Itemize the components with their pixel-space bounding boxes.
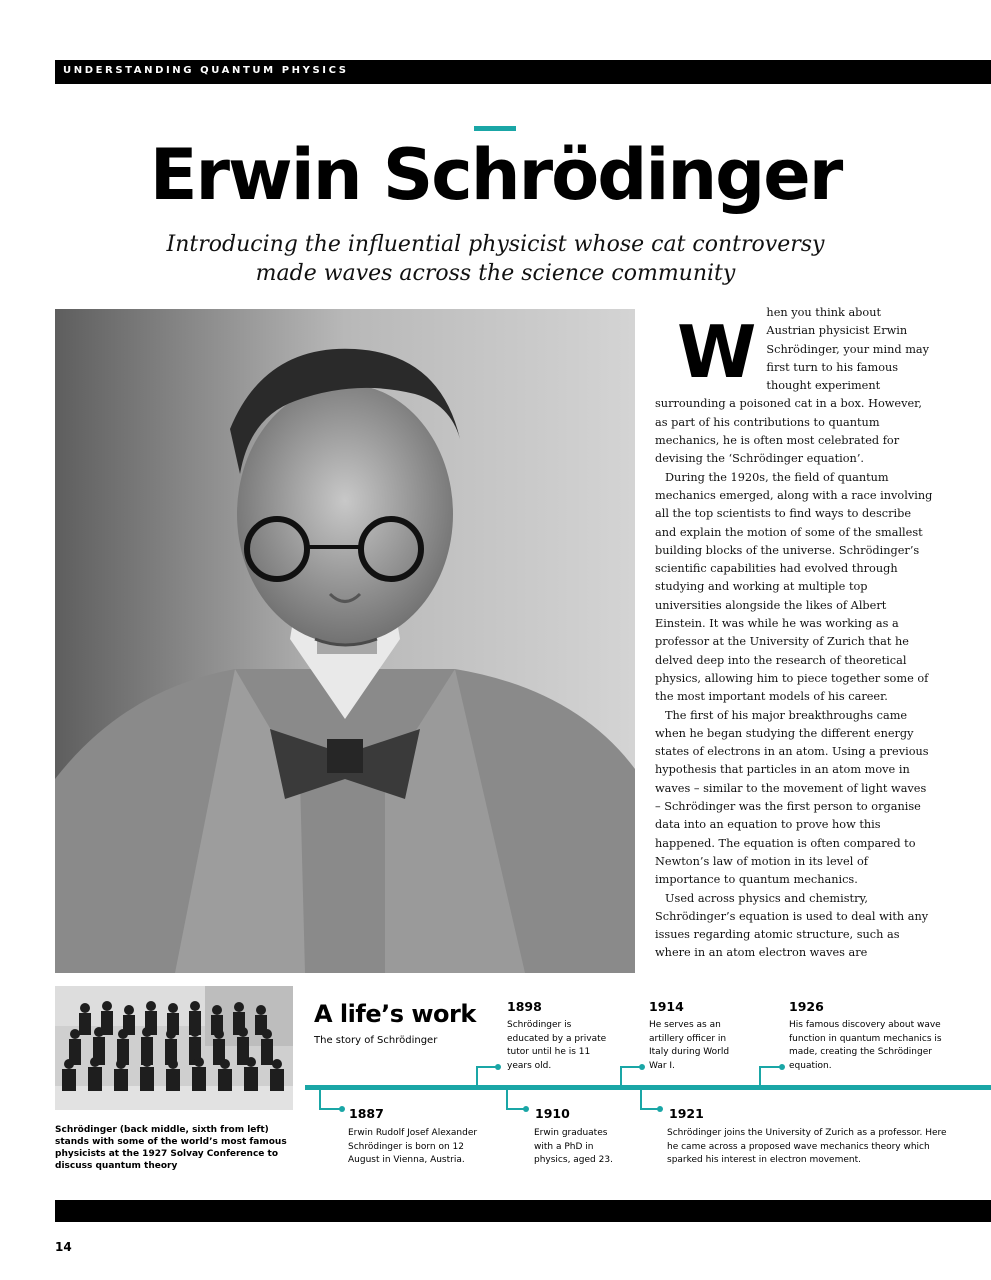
timeline-connector [476, 1067, 478, 1085]
timeline-event-text: Erwin Rudolf Josef Alexander Schrödinger is born on 12 August in Vienna, Austria. [348, 1128, 478, 1165]
timeline-marker [339, 1106, 345, 1112]
timeline-marker [495, 1064, 501, 1070]
timeline-year: 1898 [507, 999, 542, 1014]
page-subtitle: Introducing the influential physicist whose cat controversy made waves across the science community [166, 232, 825, 286]
timeline-connector [319, 1090, 321, 1109]
timeline-marker [657, 1106, 663, 1112]
timeline-connector [759, 1066, 781, 1068]
footer-bar [55, 1200, 991, 1222]
timeline-connector [759, 1067, 761, 1085]
title-accent-dash [474, 126, 516, 131]
timeline-marker [523, 1106, 529, 1112]
timeline-marker [639, 1064, 645, 1070]
section-header-bar [55, 60, 991, 84]
timeline-connector [319, 1108, 341, 1110]
timeline-marker [779, 1064, 785, 1070]
timeline-connector [476, 1066, 497, 1068]
article-paragraph: The first of his major breakthroughs came when he began studying the different energy states of electrons in an atom. Using a previous hypothesis that particles in an atom move in waves – similar to the movement of light waves – Schrödinger was the first person to organise data into an equation to prove how this happened. The equation is often compared to Newton’s law of motion in its level of importance to quantum mechanics. [655, 708, 929, 887]
portrait-photo [55, 309, 635, 973]
drop-cap: W [677, 310, 757, 394]
timeline-year: 1921 [669, 1106, 704, 1121]
photo-caption: Schrödinger (back middle, sixth from left) stands with some of the world’s most famous physicists at the 1927 Solvay Conference to discuss quantum theory [55, 1125, 287, 1171]
timeline-subheading: The story of Schrödinger [314, 1035, 438, 1046]
timeline-event-text: Schrödinger is educated by a private tutor until he is 11 years old. [507, 1020, 607, 1071]
timeline-year: 1910 [535, 1106, 570, 1121]
timeline-event-text: He serves as an artillery officer in Italy during World War I. [649, 1020, 730, 1071]
timeline-event-text: Erwin graduates with a PhD in physics, aged 23. [534, 1128, 613, 1165]
timeline-year: 1914 [649, 999, 684, 1014]
timeline-connector [620, 1066, 641, 1068]
timeline-year: 1926 [789, 999, 824, 1014]
timeline-heading: A life’s work [314, 1000, 476, 1028]
article-body [655, 304, 933, 963]
timeline-connector [620, 1067, 622, 1085]
article-paragraph: During the 1920s, the field of quantum mechanics emerged, along with a race involving all the top scientists to find ways to describe and explain the motion of some of the smallest building blocks of the universe. Schrödinger’s scientific capabilities had evolved through studying and working at multiple top universities alongside the likes of Albert Einstein. It was while he was working as a professor at the University of Zurich that he delved deep into the research of theoretical physics, allowing him to piece together some of the most important models of his career. [655, 470, 933, 704]
timeline-connector [640, 1090, 642, 1109]
timeline-year: 1887 [349, 1106, 384, 1121]
section-label: UNDERSTANDING QUANTUM PHYSICS [63, 65, 349, 76]
article-paragraph: hen you think about Austrian physicist Erwin Schrödinger, your mind may first turn to his famous thought experiment surrounding a poisoned cat in a box. However, as part of his contributions to quantum mechanics, he is often most celebrated for devising the ‘Schrödinger equation’. [655, 306, 930, 466]
page-title: Erwin Schrödinger [149, 134, 842, 216]
timeline-event-text: His famous discovery about wave function in quantum mechanics is made, creating the Schrödinger equation. [789, 1020, 942, 1071]
timeline-event-text: Schrödinger joins the University of Zurich as a professor. Here he came across a proposed wave mechanics theory which sparked his interest in electron movement. [667, 1128, 947, 1165]
timeline-line [305, 1085, 991, 1090]
solvay-conference-photo [55, 986, 293, 1110]
timeline-connector [506, 1090, 508, 1109]
article-paragraph: Used across physics and chemistry, Schrödinger’s equation is used to deal with any issues regarding atomic structure, such as where in an atom electron waves are [655, 891, 929, 960]
page-number: 14 [55, 1240, 72, 1254]
